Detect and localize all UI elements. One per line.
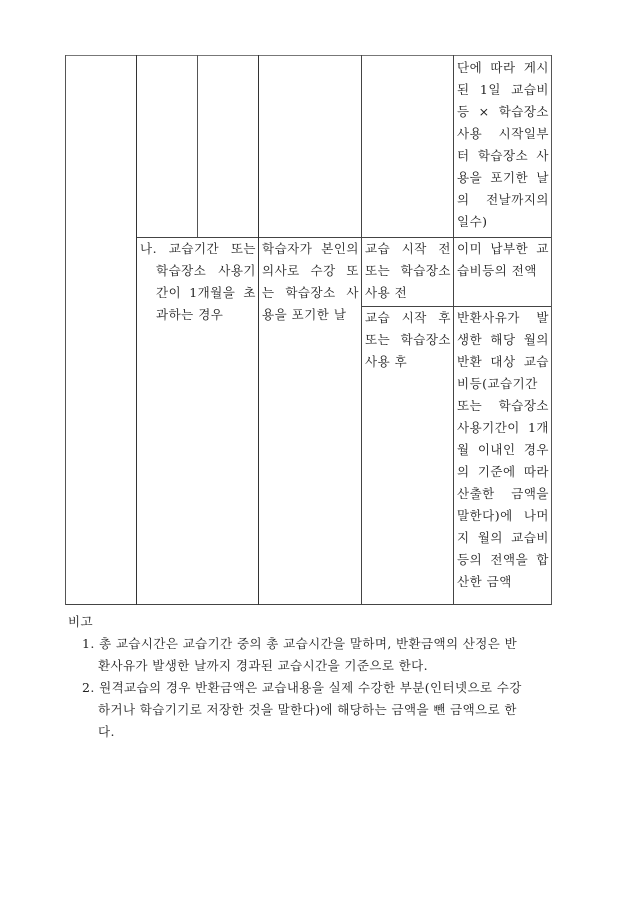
col-line-2 (197, 55, 198, 237)
col-line-4 (361, 55, 362, 605)
note-item-2: 2. 원격교습의 경우 반환금액은 교습내용을 실제 수강한 부분(인터넷으로 수강 하거나 학습기기로 저장한 것을 말한다)에 해당하는 금액을 뺀 금액으로 한 다. (82, 680, 522, 739)
col-line-5 (453, 55, 454, 605)
cell-timing-before: 교습 시작 전 또는 학습장소 사용 전 (365, 241, 451, 300)
cell-reason-na: 학습자가 본인의 의사로 수강 또 는 학습장소 사 용을 포기한 날 (262, 241, 359, 322)
col-line-6 (551, 55, 552, 605)
note-item-1: 1. 총 교습시간은 교습기간 중의 총 교습시간을 말하며, 반환금액의 산정은 반 환사유가 발생한 날까지 경과된 교습시간을 기준으로 한다. (82, 636, 518, 673)
table-top-border (65, 55, 552, 56)
table-bottom-border (65, 604, 552, 605)
cell-continued-refund-amount: 단에 따라 게시 된 1일 교습비 등 × 학습장소 사용 시작일부 터 학습장소 사 용을 포기한 날 의 전날까지의 일수) (457, 60, 549, 229)
col-line-0 (65, 55, 66, 605)
cell-amount-before: 이미 납부한 교 습비등의 전액 (457, 241, 549, 278)
col-line-1 (136, 55, 137, 605)
cell-category-na: 나. 교습기간 또는 학습장소 사용기 간이 1개월을 초 과하는 경우 (140, 241, 256, 322)
cell-timing-after: 교습 시작 후 또는 학습장소 사용 후 (365, 310, 451, 369)
col-line-3 (258, 55, 259, 605)
notes-title: 비고 (68, 614, 93, 629)
notes-section (68, 611, 548, 743)
cell-amount-after: 반환사유가 발 생한 해당 월의 반환 대상 교습 비등(교습기간 또는 학습장소 사용기간이 1개 월 이내인 경우 의 기준에 따라 산출한 금액을 말한다)에 나머 지 월의 교습비 등의 전액을 합 산한 금액 (457, 310, 549, 589)
